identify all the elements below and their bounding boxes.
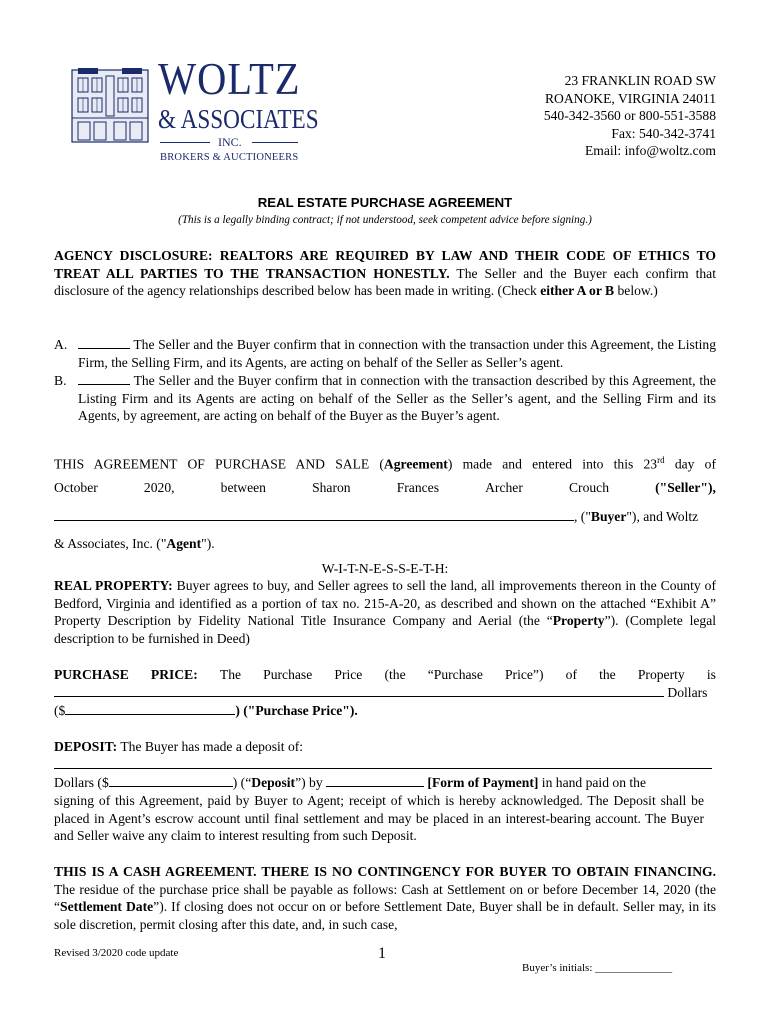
logo-tagline: BROKERS & AUCTIONEERS — [160, 152, 299, 163]
revision-note: Revised 3/2020 code update — [54, 947, 179, 959]
buyer-name-blank[interactable] — [54, 509, 574, 521]
purchase-price-word: “Purchase — [427, 667, 483, 682]
settlement-date-term: Settlement Date — [60, 899, 154, 915]
agent-line — [54, 535, 716, 553]
intro-agreement-term: Agreement — [383, 456, 448, 472]
option-a-label: A. — [54, 337, 68, 352]
logo-divider — [252, 142, 298, 143]
purchase-price-words-blank[interactable] — [54, 685, 664, 697]
party-word: 2020, — [143, 480, 175, 495]
deposit-label: DEPOSIT: — [54, 739, 118, 754]
buyer-initials[interactable]: Buyer’s initials: ______________ — [522, 962, 673, 974]
purchase-price-open: ($ — [54, 703, 66, 718]
deposit-text: in hand paid on the — [538, 775, 647, 790]
building-logo-icon — [70, 66, 150, 144]
purchase-price-line — [54, 666, 716, 684]
logo-inc: INC. — [218, 135, 242, 149]
option-a-text: The Seller and the Buyer confirm that in connection with the transaction under this Agreement, the Listing Firm, the Selling Firm, and its Agents, are acting on behalf of the Seller as Seller’s agent. — [78, 337, 716, 370]
purchase-price-word: The — [219, 667, 242, 682]
seller-name: Archer — [485, 480, 523, 495]
property-term: Property — [552, 613, 605, 629]
deposit-text: Dollars ($ — [54, 775, 109, 790]
address-street: 23 FRANKLIN ROAD SW — [564, 73, 716, 88]
option-b-check-blank[interactable] — [78, 373, 130, 385]
agency-either: either A or B — [540, 283, 615, 299]
intro-text: ) made and entered into this 23 — [447, 456, 658, 472]
agreement-parties-line — [54, 479, 716, 497]
document-subtitle: (This is a legally binding contract; if not understood, seek competent advice before signing.) — [178, 214, 592, 226]
address-email: Email: info@woltz.com — [584, 143, 716, 158]
real-property-section — [54, 577, 716, 647]
cash-agreement-heading: THIS IS A CASH AGREEMENT. THERE IS NO CONTINGENCY FOR BUYER TO OBTAIN FINANCING. — [54, 864, 716, 879]
agent-text: "). — [201, 536, 215, 551]
intro-ordinal: rd — [657, 455, 665, 465]
purchase-price-label: PURCHASE — [54, 667, 129, 682]
address-city: ROANOKE, VIRGINIA 24011 — [544, 90, 716, 106]
page-number: 1 — [378, 945, 386, 962]
logo-subname: & ASSOCIATES — [158, 104, 319, 134]
cash-agreement-text: The residue of the purchase price shall be payable as follows: Cash at Settlement on or before December 14, 2020 (the “ — [54, 881, 716, 915]
witnesseth-heading: W-I-T-N-E-S-S-E-T-H: — [321, 561, 449, 576]
real-property-text: Buyer agrees to buy, and Seller agrees to sell the land, all improvements thereon in the County of Bedford, Virginia and identified as a portion of tax no. 215-A-20, as described and shown on the attached “Exhibit A” Property Description by Fidelity National Title Insurance Company and Aerial (the “ — [54, 578, 716, 629]
deposit-detail-line — [54, 774, 716, 792]
agency-disclosure-end: below.) — [614, 283, 658, 299]
option-a-check-blank[interactable] — [78, 337, 130, 349]
buyer-term: Buyer — [590, 509, 627, 524]
address-fax: Fax: 540-342-3741 — [611, 125, 716, 141]
buyer-text: , (" — [574, 509, 591, 524]
deposit-text: The Buyer has made a deposit of: — [117, 739, 304, 754]
party-word: October — [54, 480, 98, 495]
agent-text: & Associates, Inc. (" — [54, 536, 167, 551]
purchase-price-label: PRICE: — [150, 667, 198, 682]
party-word: between — [220, 480, 266, 495]
deposit-term: Deposit — [251, 775, 296, 790]
agency-option-b — [54, 372, 716, 425]
logo-divider — [160, 142, 210, 143]
purchase-price-figure-blank[interactable] — [65, 703, 235, 715]
purchase-price-word: Price”) — [505, 667, 544, 682]
deposit-body: signing of this Agreement, paid by Buyer to Agent; receipt of which is hereby acknowledged. The Deposit shall be placed in Agent’s escrow account until final settlement and may be placed in an interest-bearing account. The Buyer and Seller waive any claim to interest resulting from such Deposit. — [54, 793, 704, 844]
option-b-text: The Seller and the Buyer confirm that in connection with the transaction described by this Agreement, the Listing Firm and its Agents are acting on behalf of the Seller as the Seller’s agent, and the Selling Firm and its Agents, by agreement, are acting on behalf of the Buyer as the Buyer’s agent. — [78, 373, 716, 424]
deposit-amount-blank[interactable] — [54, 768, 712, 769]
agency-disclosure-heading: AGENCY DISCLOSURE: REALTORS ARE REQUIRED BY LAW AND THEIR CODE OF ETHICS TO TREAT ALL PARTIES TO THE TRANSACTION HONESTLY. — [54, 248, 716, 281]
buyer-line — [54, 508, 716, 526]
logo-name: WOLTZ — [158, 53, 301, 104]
company-address — [544, 72, 716, 160]
agency-disclosure — [54, 247, 716, 300]
intro-text: THIS AGREEMENT OF PURCHASE AND SALE ( — [54, 456, 384, 472]
payment-form-label: [Form of Payment] — [427, 775, 539, 790]
intro-text: day of — [664, 456, 716, 472]
deposit-text: ”) by — [295, 775, 327, 790]
purchase-price-word: the — [599, 667, 616, 682]
deposit-line — [54, 738, 716, 756]
purchase-price-word: Purchase — [263, 667, 313, 682]
payment-form-blank[interactable] — [326, 775, 424, 787]
seller-name: Sharon — [312, 480, 351, 495]
cash-agreement-section — [54, 863, 716, 933]
dollars-word: Dollars — [667, 685, 708, 700]
purchase-price-amount-line — [54, 684, 716, 702]
buyer-text: "), and Woltz — [626, 509, 699, 524]
purchase-price-word: Price — [334, 667, 363, 682]
purchase-price-word: Property — [637, 667, 685, 682]
purchase-price-term: ) ("Purchase Price"). — [235, 703, 358, 718]
cash-agreement-text-end: ”). If closing does not occur on or before Settlement Date, Buyer shall be in default. Seller may, in its sole discretion, permit closing after this date, and, in such case, — [54, 899, 716, 932]
seller-name: Frances — [396, 480, 439, 495]
purchase-price-word: is — [706, 667, 716, 682]
real-property-text-end: ”). (Complete legal description to be furnished in Deed) — [54, 613, 716, 646]
document-title: REAL ESTATE PURCHASE AGREEMENT — [257, 195, 513, 210]
purchase-price-word: of — [565, 667, 577, 682]
deposit-figure-blank[interactable] — [109, 775, 233, 787]
purchase-price-word: (the — [384, 667, 406, 682]
purchase-price-figure-line — [54, 702, 716, 720]
address-phone: 540-342-3560 or 800-551-3588 — [543, 108, 716, 123]
agency-disclosure-text: The Seller and the Buyer each confirm that disclosure of the agency relationships described below has been made in writing. (Check — [54, 265, 716, 299]
real-property-label: REAL PROPERTY: — [54, 578, 173, 593]
agreement-intro-line1 — [54, 452, 716, 473]
seller-name: Crouch — [568, 480, 610, 495]
option-b-label: B. — [54, 373, 67, 388]
agency-option-a — [54, 336, 716, 371]
agent-term: Agent — [166, 536, 202, 551]
deposit-text: ) (“ — [232, 775, 252, 790]
seller-term: ("Seller"), — [655, 480, 716, 495]
